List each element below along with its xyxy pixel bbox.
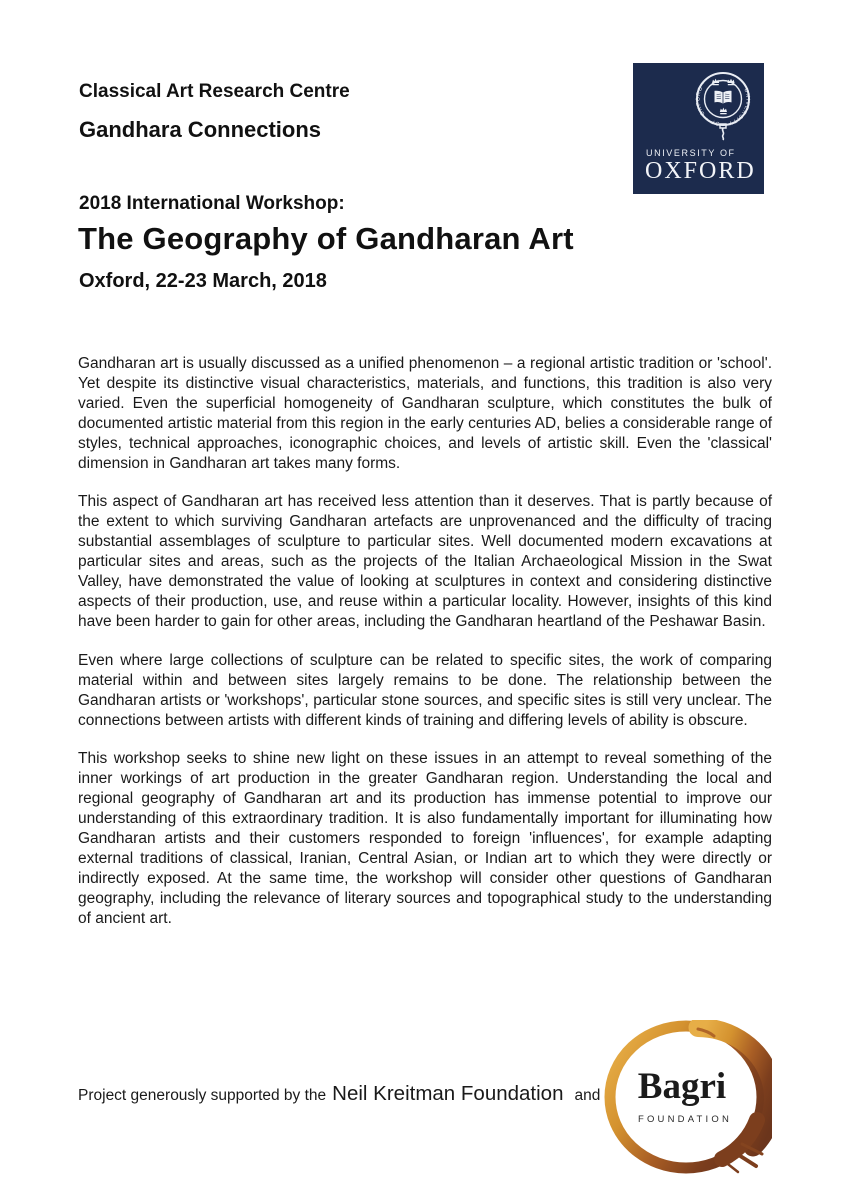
project-name: Gandhara Connections — [79, 117, 322, 142]
oxford-crest-icon — [633, 67, 764, 145]
workshop-label: 2018 International Workshop: — [79, 193, 345, 214]
oxford-university-logo — [633, 63, 764, 194]
bagri-wordmark: Bagri — [637, 1066, 727, 1107]
oxford-wordmark: OXFORD — [645, 158, 756, 184]
acknowledgement-line — [78, 1082, 600, 1106]
date-location: Oxford, 22-23 March, 2018 — [79, 270, 327, 292]
body-text — [78, 354, 772, 948]
kreitman-foundation-name: Neil Kreitman Foundation — [332, 1082, 564, 1105]
svg-text:UNIVERSITY · OF · OXFORD ·: UNIVERSITY · OF · OXFORD · — [695, 80, 751, 127]
paragraph-1: Gandharan art is usually discussed as a unified phenomenon – a regional artistic tradition or 'school'. Yet despite its distinctive visual characteristics, materials, and functions, this tradition is also very varied. Even the superficial homogeneity of Gandharan sculpture, which constitutes the bulk of documented artistic material from this region in the early centuries AD, belies a considerable range of styles, technical approaches, iconographic choices, and levels of artistic skill. Even the 'classical' dimension in Gandharan art takes many forms. — [78, 355, 772, 472]
bagri-foundation-label: FOUNDATION — [637, 1114, 733, 1125]
page-title: The Geography of Gandharan Art — [78, 221, 574, 256]
paragraph-3: Even where large collections of sculpture can be related to specific sites, the work of comparing material within and between sites largely remains to be done. The relationship between the Gandharan artists or 'workshops', particular stone sources, and specific sites is still very unclear. The connections between artists with different kinds of training and differing levels of ability is obscure. — [78, 651, 772, 729]
organisation-name: Classical Art Research Centre — [79, 81, 350, 102]
acknowledgement-suffix: and — [574, 1087, 601, 1104]
paragraph-2: This aspect of Gandharan art has received less attention than it deserves. That is partly because of the extent to which surviving Gandharan artefacts are unprovenanced and the difficulty of tracing substantial assemblages of sculpture to particular sites. Well documented modern excavations at particular sites and areas, such as the projects of the Italian Archaeological Mission in the Swat Valley, have demonstrated the value of looking at sculptures in context and considering distinctive aspects of their production, use, and reuse within a particular locality. However, insights of this kind have been harder to gain for other areas, including the Gandharan heartland of the Peshawar Basin. — [78, 493, 772, 630]
acknowledgement-prefix: Project generously supported by the — [78, 1087, 327, 1104]
bagri-foundation-logo — [602, 1020, 772, 1176]
paragraph-4: This workshop seeks to shine new light on these issues in an attempt to reveal something of the inner workings of art production in the greater Gandharan region. Understanding the local and regional geography of Gandharan art and its production has immense potential to improve our understanding of this extraordinary tradition. It is also fundamentally important for illuminating how Gandharan artists and their customers responded to foreign 'influences', for example adapting external traditions of classical, Iranian, Central Asian, or Indian art to which they were directly or indirectly exposed. At the same time, the workshop will consider other questions of Gandharan geography, including the relevance of literary sources and topographical study to the understanding of ancient art. — [78, 750, 772, 927]
oxford-university-of-label: UNIVERSITY OF — [646, 148, 736, 158]
